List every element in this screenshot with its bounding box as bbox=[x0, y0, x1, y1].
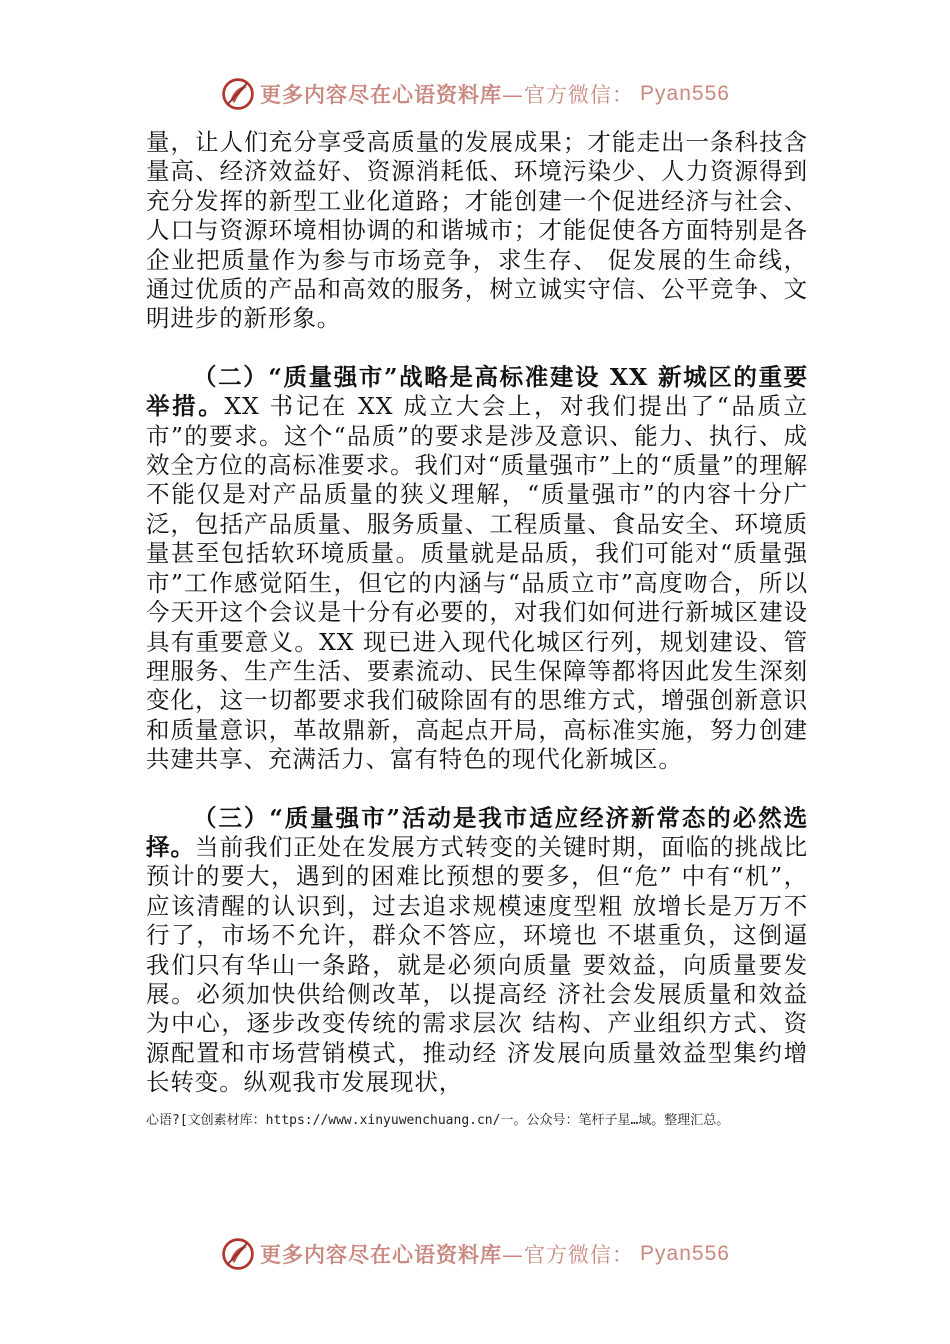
banner-wechat-label: —官方微信： bbox=[502, 83, 635, 107]
banner-title: 更多内容尽在心语资料库 bbox=[260, 1243, 503, 1267]
footnote-source: 心语?[文创素材库：https://www.xinyuwenchuang.cn/一。公众号：笔杆子星…域。整理汇总。 bbox=[146, 1113, 730, 1128]
paragraph-2 bbox=[146, 363, 808, 775]
banner-wechat-id: Pyan556 bbox=[640, 82, 730, 105]
document-body bbox=[146, 128, 808, 1098]
section-heading-3: （三）“质量强市”活动是我市适应经济新常态的必然选择。 bbox=[146, 803, 808, 861]
paragraph-1-text: 量，让人们充分享受高质量的发展成果；才能走出一条科技含量高、经济效益好、资源消耗低、环境污染少、人力资源得到充分发挥的新型工业化道路；才能创建一个促进经济与社会、人口与资源环境相协调的和谐城市；才能促使各方面特别是各企业把质量作为参与市场竞争，求生存、 促发展的生命线，通过优质的产品和高效的服务，树立诚实守信、公平竞争、文明进步的新形象。 bbox=[146, 128, 808, 333]
banner-wechat-id: Pyan556 bbox=[640, 1242, 730, 1265]
header-watermark-banner bbox=[0, 72, 950, 116]
banner-wechat-label: —官方微信： bbox=[502, 1243, 635, 1267]
paragraph-3 bbox=[146, 804, 808, 1098]
banner-title: 更多内容尽在心语资料库 bbox=[260, 83, 503, 107]
section-heading-2: （二）“质量强市”战略是高标准建设 XX 新城区的重要举措。 bbox=[146, 362, 808, 421]
footer-watermark-banner bbox=[0, 1232, 950, 1276]
paragraph-2-text: XX 书记在 XX 成立大会上，对我们提出了“品质立市”的要求。这个“品质”的要求是涉及意识、能力、执行、成效全方位的高标准要求。我们对“质量强市”上的“质量”的理解不能仅是对产品质量的狭义理解，“质量强市”的内容十分广泛，包括产品质量、服务质量、工程质量、食品安全、环境质量甚至包括软环境质量。质量就是品质，我们可能对“质量强市”工作感觉陌生，但它的内涵与“品质立市”高度吻合，所以今天开这个会议是十分有必要的，对我们如何进行新城区建设具有重要意义。XX 现已进入现代化城区行列，规划建设、管理服务、生产生活、要素流动、民生保障等都将因此发生深刻变化，这一切都要求我们破除固有的思维方式，增强创新意识和质量意识，革故鼎新，高起点开局，高标准实施，努力创建共建共享、充满活力、富有特色的现代化新城区。 bbox=[146, 392, 809, 774]
logo-icon bbox=[220, 76, 256, 112]
logo-icon bbox=[220, 1236, 256, 1272]
paragraph-1 bbox=[146, 128, 808, 334]
paragraph-3-text: 当前我们正处在发展方式转变的关键时期，面临的挑战比预计的要大，遇到的困难比预想的要多，但“危” 中有“机”，应该清醒的认识到，过去追求规模速度型粗 放增长是万万不行了，市场不允许，群众不答应，环境也 不堪重负，这倒逼我们只有华山一条路，就是必须向质量 要效益，向质量要发展。必须加快供给侧改革，以提高经 济社会发展质量和效益为中心，逐步改变传统的需求层次 结构、产业组织方式、资源配置和市场营销模式，推动经 济发展向质量效益型集约增长转变。纵观我市发展现状， bbox=[146, 832, 808, 1097]
